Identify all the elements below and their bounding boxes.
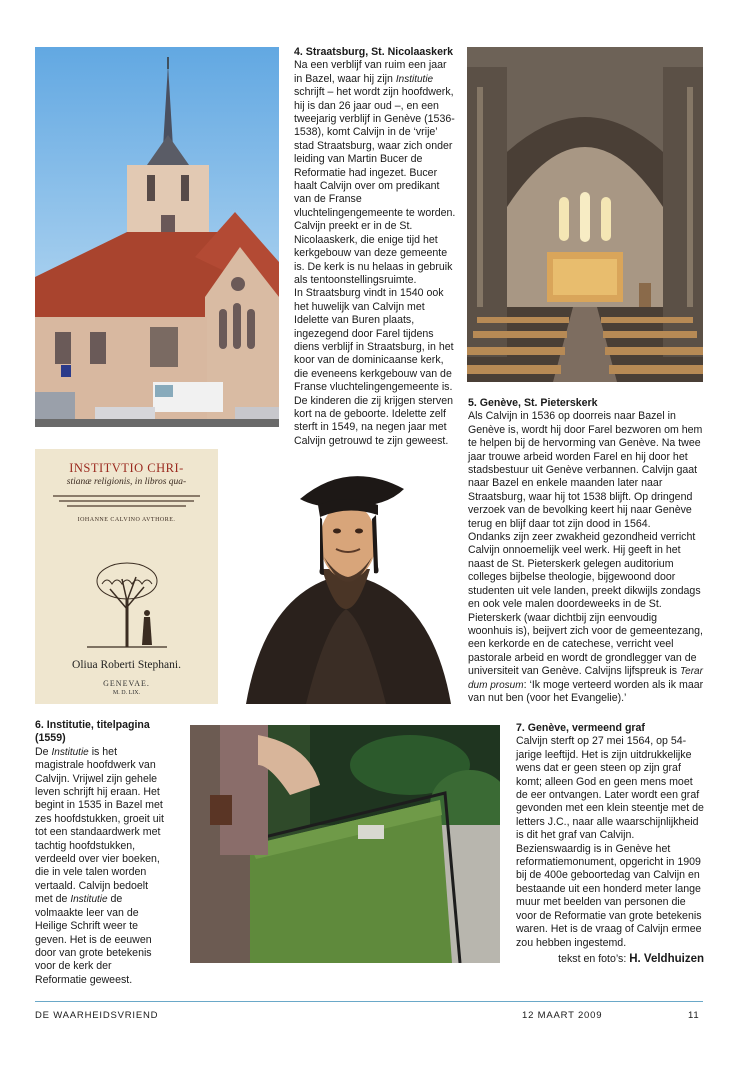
section-7 xyxy=(516,722,704,950)
section-6 xyxy=(35,719,165,987)
section-7-paragraph-2: Bezienswaardig is in Genève het reformatiemonument, opgericht in 1909 bij de 400e geboortedag van Calvijn en bestaande uit een honderd meter lange muur met beelden van personen die voor de Reformatie van grote betekenis waren. Het is de vraag of Calvijn ermee zou hebben ingestemd. xyxy=(516,842,702,949)
footer-rule xyxy=(35,1001,703,1002)
section-5-paragraph-2: Ondanks zijn zeer zwakheid gezondheid verricht Calvijn onnoemelijk veel werk. Hij geeft in het naast de St. Pieterskerk gelegen auditorium colleges bijbelse theologie, bijgewoond door studenten uit vele landen, preekt dikwijls zondags en ook vele malen doordeweeks in de St. Pieterskerk (waar dichtbij zijn eenvoudig woonhuis is), beijvert zich voor de gemeentezang, een kerkorde en de catechese, verricht veel pastorale arbeid en wordt de grondlegger van de universiteit van Genève. Calvijns lijfspreuk is Terar dum prosum: ‘Ik moge verteerd worden als ik maar van nut ben (voor het Evangelie).’ xyxy=(468,531,704,704)
section-7-paragraph-1: Calvijn sterft op 27 mei 1564, op 54-jarige leeftijd. Het is zijn uitdrukkelijke wens dat er geen steen op zijn graf komt; alleen God en geen mens moet de eer ontvangen. Later wordt een graf gevonden met een klein steentje met de letters J.C., naar alle waarschijnlijkheid is dit het graf van Calvijn. xyxy=(516,735,704,842)
book-author-line: IOHANNE CALVINO AVTHORE. xyxy=(77,517,176,523)
section-5 xyxy=(468,397,704,705)
grave-illustration xyxy=(190,725,500,963)
section-4-paragraph-1: Na een verblijf van ruim een jaar in Bazel, waar hij zijn Institutie schrijft – het wordt zijn hoofdwerk, hij is dan 26 jaar oud –, en een tweejarig verblijf in Genève (1536-1538), komt Calvijn in de ‘vrije’ stad Straatsburg, waar zich onder leiding van Martin Bucer de Reformatie had ingezet. Bucer haalt Calvijn over om predikant van de Franse vluchtelingengemeente te worden. Calvijn preekt er in de St. Nicolaaskerk, die enige tijd het kerkgebouw van deze gemeente is. De kerk is nu helaas in gebruik als tentoonstellingsruimte. xyxy=(294,59,456,286)
section-4-paragraph-2: In Straatsburg vindt in 1540 ook het huwelijk van Calvijn met Idelette van Buren plaats, ingezegend door Farel tijdens diens verblijf in Straatsburg, in het koor van de dominicaanse kerk, die eveneens kerkgebouw van de Franse vluchtelingengemeente is. De kinderen die zij krijgen sterven kort na de geboorte. Idelette zelf sterft in 1549, na negen jaar met Calvijn getrouwd te zijn geweest. xyxy=(294,287,454,447)
footer-date: 12 MAART 2009 xyxy=(522,1010,603,1021)
photo-calvin-grave xyxy=(190,725,500,963)
photo-institutie-title-page xyxy=(35,449,218,704)
section-6-heading: 6. Institutie, titelpagina (1559) xyxy=(35,719,150,745)
footer-magazine-name: DE WAARHEIDSVRIEND xyxy=(35,1010,159,1021)
photo-st-pieterskerk-interior xyxy=(467,47,703,382)
photo-credit xyxy=(516,952,704,966)
book-year: M. D. LIX. xyxy=(112,690,141,696)
photo-st-nicolaaskerk xyxy=(35,47,279,427)
olive-tree-emblem xyxy=(82,559,172,649)
book-city: GENEVAE. xyxy=(103,679,150,688)
church-illustration xyxy=(35,47,279,427)
book-title-line-1: INSTITVTIO CHRI- xyxy=(69,461,184,475)
calvin-portrait-illustration xyxy=(236,449,458,704)
book-title-line-2: stianæ religionis, in libros qua- xyxy=(66,477,187,487)
photo-calvin-portrait xyxy=(236,449,458,704)
section-4 xyxy=(294,46,456,448)
credit-label: tekst en foto’s: xyxy=(558,953,630,965)
cathedral-nave-illustration xyxy=(467,47,703,382)
book-printer-motto: Oliua Roberti Stephani. xyxy=(72,659,181,671)
section-5-heading: 5. Genève, St. Pieterskerk xyxy=(468,397,598,409)
credit-author: H. Veldhuizen xyxy=(629,953,704,965)
section-5-paragraph-1: Als Calvijn in 1536 op doorreis naar Bazel in Genève is, wordt hij door Farel bezworen om hem te helpen bij de hervorming van Genève. Na twee jaar trouwe arbeid worden Farel en hij door het stadsbestuur uit Genève verbannen. Calvijn gaat naar Bazel en enkele maanden later naar Straatsburg, waar hij tot 1538 blijft. Op dringend verzoek van de bevolking keert hij naar Genève terug en blijf daar tot zijn dood in 1564. xyxy=(468,410,703,530)
book-fine-print xyxy=(53,493,200,511)
section-4-heading: 4. Straatsburg, St. Nicolaaskerk xyxy=(294,46,453,58)
section-6-paragraph-1: De Institutie is het magistrale hoofdwerk van Calvijn. Vrijwel zijn gehele leven schrijft hij eraan. Het begint in 1535 in Bazel met zes hoofdstukken, groeit uit tot een standaardwerk met tachtig hoofdstukken, verdeeld over vier boeken, die in vele talen worden vertaald. Calvijn bedoelt met de Institutie de volmaakte leer van de Heilige Schrift weer te geven. Het is de eeuwen door van grote betekenis voor de kerk der Reformatie geweest. xyxy=(35,745,164,986)
footer-page-number: 11 xyxy=(688,1010,700,1021)
section-7-heading: 7. Genève, vermeend graf xyxy=(516,722,645,734)
